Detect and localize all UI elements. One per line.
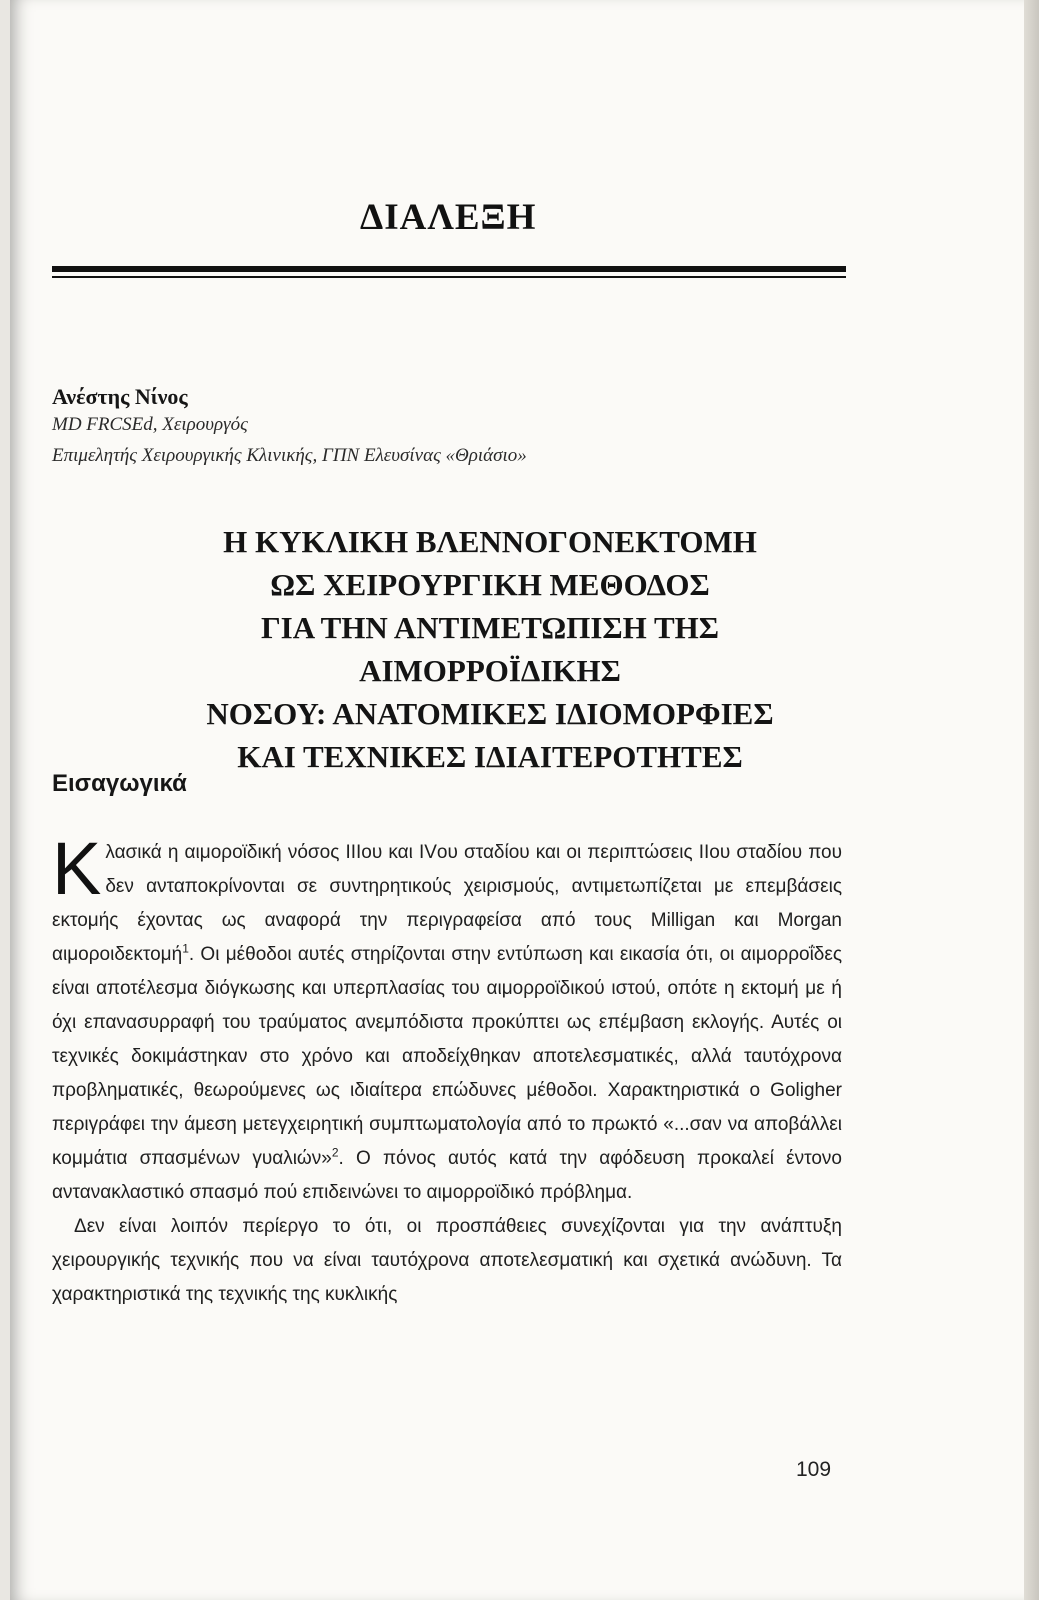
reference-marker: 2 <box>331 1145 339 1160</box>
paragraph-text: . Οι μέθοδοι αυτές στηρίζονται στην εντύπωση και εικασία ότι, οι αιμορροΐδες είναι αποτέλεσμα διόγκωσης και υπερπλασίας του αιμορροϊδικού ιστού, οπότε η εκτομή με ή όχι επανασυρραφή του τραύματος ανεμπόδιστα προκύπτει ως επέμβαση εκλογής. Αυτές οι τεχνικές δοκιμάστηκαν στο χρόνο και αποδείχθηκαν αποτελεσματικές, αλλά ταυτόχρονα προβληματικές, θεωρούμενες ως ιδιαίτερα επώδυνες μέθοδοι. Χαρακτηριστικά ο Goligher περιγράφει την άμεση μετεγχειρητική συμπτωματολογία από το πρωκτό «...σαν να αποβάλλει κομμάτια σπασμένων γυαλιών» <box>52 944 842 1169</box>
body-text <box>52 827 842 1312</box>
paragraph-text: . Ο πόνος αυτός κατά την αφόδευση προκαλεί έντονο αντανακλαστικό σπασμό πού επιδεινώνει το αιμορροϊδικό πρόβλημα. <box>52 1148 842 1203</box>
author-name: Ανέστης Νίνος <box>52 384 188 409</box>
title-rule-thin <box>52 276 846 278</box>
section-title: ΔΙΑΛΕΞΗ <box>360 197 537 238</box>
dropcap: Κ <box>52 827 102 910</box>
page-edge <box>1024 0 1039 1600</box>
author-affiliation: Επιμελητής Χειρουργικής Κλινικής, ΓΠΝ Ελευσίνας «Θριάσιο» <box>52 445 527 466</box>
article-title-line: ΝΟΣΟΥ: ΑΝΑΤΟΜΙΚΕΣ ΙΔΙΟΜΟΡΦΙΕΣ <box>206 696 774 731</box>
article-title-line: ΚΑΙ ΤΕΧΝΙΚΕΣ ΙΔΙΑΙΤΕΡΟΤΗΤΕΣ <box>237 739 743 774</box>
article-title-line: ΩΣ ΧΕΙΡΟΥΡΓΙΚΗ ΜΕΘΟΔΟΣ <box>270 567 710 602</box>
page <box>10 0 1024 1600</box>
paragraph-1 <box>52 827 842 1210</box>
article-title-line: Η ΚΥΚΛΙΚΗ ΒΛΕΝΝΟΓΟΝΕΚΤΟΜΗ <box>223 524 757 559</box>
paragraph-2: Δεν είναι λοιπόν περίεργο το ότι, οι προσπάθειες συνεχίζονται για την ανάπτυξη χειρουργικής τεχνικής που να είναι ταυτόχρονα αποτελεσματική και σχετικά ανώδυνη. Τα χαρακτηριστικά της τεχνικής της κυκλικής <box>52 1216 842 1305</box>
article-title <box>140 520 840 778</box>
subheading: Εισαγωγικά <box>52 770 187 797</box>
reference-marker: 1 <box>182 941 189 956</box>
article-title-line: ΓΙΑ ΤΗΝ ΑΝΤΙΜΕΤΩΠΙΣΗ ΤΗΣ ΑΙΜΟΡΡΟΪΔΙΚΗΣ <box>260 610 720 688</box>
author-credentials: MD FRCSEd, Χειρουργός <box>52 414 248 435</box>
title-rule-thick <box>52 266 846 272</box>
page-number: 109 <box>796 1458 832 1481</box>
paragraph-text: λασικά η αιμοροϊδική νόσος ΙΙΙου και ΙVου σταδίου και οι περιπτώσεις ΙΙου σταδίου που δεν ανταποκρίνονται σε συντηρητικούς χειρισμούς, αντιμετωπίζεται με επεμβάσεις εκτομής έχοντας ως αναφορά την περιγραφείσα από τους Milligan και Morgan αιμοροιδεκτομή <box>52 842 842 965</box>
